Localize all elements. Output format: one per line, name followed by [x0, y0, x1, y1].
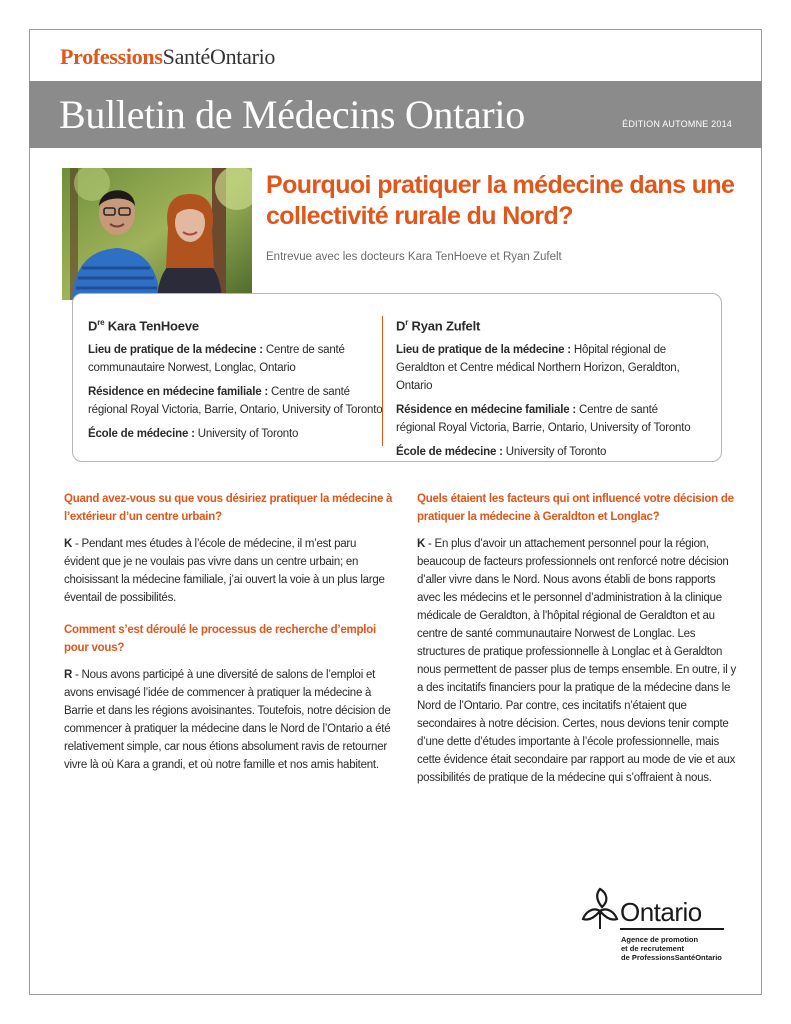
agency-line: de ProfessionsSantéOntario — [621, 953, 722, 962]
banner — [29, 81, 762, 148]
answer-speaker: K — [64, 538, 73, 550]
doctor-info-box — [72, 293, 722, 462]
ontario-logo — [580, 885, 740, 965]
doctor-card-kara — [88, 314, 388, 449]
answer — [64, 666, 394, 774]
practice-value: Centre de santé communautaire Norwest, Longlac, Ontario — [88, 344, 345, 375]
ontario-rule — [620, 928, 724, 930]
newsletter-title: Bulletin de Médecins Ontario — [59, 92, 525, 137]
doctor-name-text: Ryan Zufelt — [411, 318, 481, 334]
doctor-card-ryan — [396, 314, 696, 467]
doctor-prefix-sup: r — [405, 318, 409, 327]
doctor-name-text: Kara TenHoeve — [107, 318, 199, 334]
doctor-prefix: D — [88, 318, 98, 334]
ontario-wordmark: Ontario — [620, 897, 702, 927]
school-label: École de médecine : — [396, 446, 503, 459]
column-divider — [382, 316, 383, 446]
residency — [396, 401, 696, 437]
doctor-prefix-sup: re — [97, 318, 105, 327]
doctor-prefix: D — [396, 318, 406, 334]
residency-value: Centre de santé régional Royal Victoria, Barrie, Ontario, University of Toronto — [396, 404, 691, 435]
agency-line: et de recrutement — [621, 944, 684, 953]
practice-label: Lieu de pratique de la médecine : — [88, 344, 263, 357]
practice-location — [396, 341, 696, 395]
hfo-logo — [60, 44, 275, 70]
practice-label: Lieu de pratique de la médecine : — [396, 344, 571, 357]
medical-school — [396, 443, 696, 461]
practice-value: Hôpital régional de Geraldton et Centre médical Northern Horizon, Geraldton, Ontario — [396, 344, 680, 393]
answer-speaker: R — [64, 669, 73, 681]
doctor-name — [396, 314, 696, 335]
trillium-icon — [580, 887, 620, 931]
question: Quels étaient les facteurs qui ont influencé votre décision de pratiquer la médecine à Geraldton et Longlac? — [417, 493, 734, 523]
school-label: École de médecine : — [88, 428, 195, 441]
medical-school — [88, 425, 388, 443]
answer-text: - Nous avons participé à une diversité de salons de l’emploi et avons envisagé l’idée de commencer à pratiquer la médecine à Barrie et dans les régions avoisinantes. Toutefois, notre décision de commencer à pratiquer la médecine dans le Nord de l’Ontario a été relativement simple, car nous étions absolument ravis de retourner vivre là où Kara a grandi, et où notre famille et nos amis habitent. — [64, 669, 391, 771]
residency — [88, 383, 388, 419]
logo-part-professions: Professions — [60, 44, 163, 69]
school-value: University of Toronto — [505, 446, 607, 459]
doctor-name — [88, 314, 388, 335]
doctors-photo — [62, 168, 252, 300]
question: Comment s’est déroulé le processus de recherche d’emploi pour vous? — [64, 624, 376, 654]
article-title: Pourquoi pratiquer la médecine dans une collectivité rurale du Nord? — [266, 171, 735, 230]
qa-column-right — [417, 490, 737, 801]
practice-location — [88, 341, 388, 377]
answer — [64, 535, 394, 607]
answer-text: - Pendant mes études à l’école de médecine, il m’est paru évident que je ne voulais pas vivre dans un centre urbain; en choisissant la médecine familiale, j’ai ouvert la voie à un plus large éventail de possibilités. — [64, 538, 385, 604]
article-subtitle: Entrevue avec les docteurs Kara TenHoeve et Ryan Zufelt — [266, 251, 562, 263]
school-value: University of Toronto — [197, 428, 299, 441]
answer — [417, 535, 737, 787]
edition-label: ÉDITION AUTOMNE 2014 — [622, 119, 732, 129]
question: Quand avez-vous su que vous désiriez pratiquer la médecine à l’extérieur d’un centre urbain? — [64, 493, 393, 523]
residency-label: Résidence en médecine familiale : — [396, 404, 577, 417]
agency-line: Agence de promotion — [621, 935, 699, 944]
agency-name — [621, 935, 722, 962]
qa-column-left — [64, 490, 394, 788]
residency-value: Centre de santé régional Royal Victoria, Barrie, Ontario, University of Toronto — [88, 386, 383, 417]
residency-label: Résidence en médecine familiale : — [88, 386, 269, 399]
logo-part-santeontario: SantéOntario — [162, 44, 276, 69]
answer-speaker: K — [417, 538, 426, 550]
answer-text: - En plus d’avoir un attachement personnel pour la région, beaucoup de facteurs professionnels ont renforcé notre décision d’aller vivre dans le Nord. Nous avons établi de bons rapports avec les médecins et le personnel d’administration à la clinique médicale de Geraldton, à l’hôpital régional de Geraldton et au centre de santé communautaire Norwest de Longlac. Les structures de pratique professionnelle à Longlac et à Geraldton nous permettent de passer plus de temps ensemble. En outre, il y a des incitatifs financiers pour la pratique de la médecine dans le Nord de l’Ontario. Par contre, ces incitatifs n’étaient que secondaires à notre décision. Certes, nous devions tenir compte d’une dette d’études importante à l’école professionnelle, mais cette évidence était secondaire par rapport au mode de vie et aux possibilités de pratique de la médecine qui s’offraient à nous. — [417, 538, 736, 784]
